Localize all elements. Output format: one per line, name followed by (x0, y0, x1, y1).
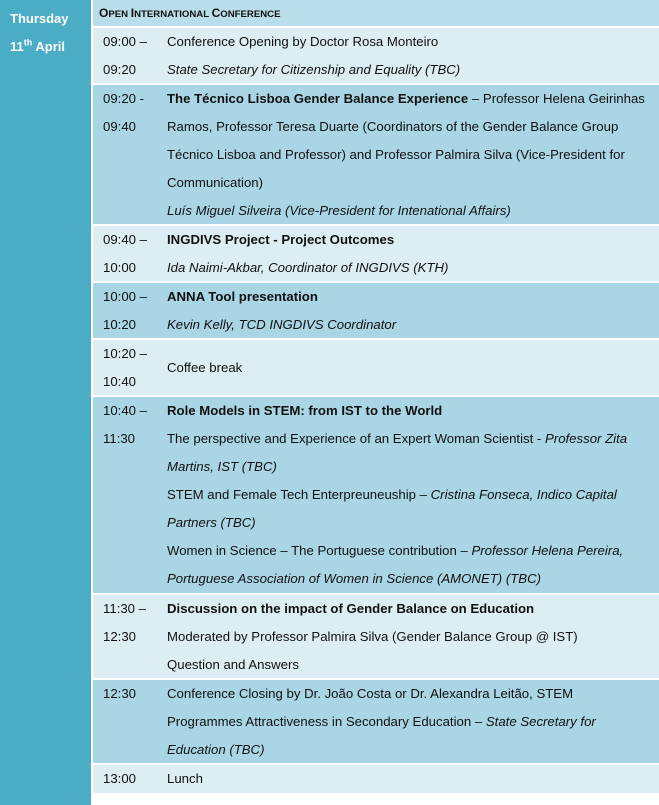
session-row (93, 340, 659, 397)
session-desc: The Técnico Lisboa Gender Balance Experience – Professor Helena Geirinhas Ramos, Professor Teresa Duarte (Coordinators of the Gender Balance Group Técnico Lisboa and Professor) and Professor Palmira Silva (Vice-President for Communication) Luís Miguel Silveira (Vice-President for Intenational Affairs) (167, 91, 645, 218)
conference-header: OPEN INTERNATIONAL CONFERENCE (93, 0, 659, 28)
session-time: 10:40 – 11:30 (103, 403, 147, 446)
session-row (93, 226, 659, 283)
day-column (0, 0, 91, 805)
session-desc: Conference Closing by Dr. João Costa or Dr. Alexandra Leitão, STEM Programmes Attractiveness in Secondary Education – State Secretary for Education (TBC) (167, 686, 596, 757)
session-time: 09:40 – 10:00 (103, 232, 147, 275)
session-row (93, 85, 659, 226)
session-desc: INGDIVS Project - Project Outcomes Ida Naimi-Akbar, Coordinator of INGDIVS (KTH) (167, 232, 449, 275)
day-date: 11th April (10, 37, 66, 54)
session-time: 13:00 (103, 771, 137, 786)
session-time: 09:20 - 09:40 (103, 91, 145, 134)
session-desc: Conference Opening by Doctor Rosa Monteiro State Secretary for Citizenship and Equality (TBC) (167, 34, 461, 77)
session-item: The perspective and Experience of an Expert Woman Scientist - Professor Zita Martins, IST (TBC) (167, 431, 628, 474)
session-row (93, 28, 659, 85)
session-time: 09:00 – 09:20 (103, 34, 147, 77)
session-time: 11:30 – 12:30 (103, 601, 147, 644)
session-desc: Role Models in STEM: from IST to the World The perspective and Experience of an Expert Woman Scientist - Professor Zita Martins, IST (TBC) STEM and Female Tech Enterpreuneuship – Cristina Fonseca, Indico Capital Partners (TBC) Women in Science – The Portuguese contribution – Professor Helena Pereira, Portuguese Association of Women in Science (AMONET) (TBC) (167, 397, 659, 593)
session-item: STEM and Female Tech Enterpreuneuship – Cristina Fonseca, Indico Capital Partners (TBC) (167, 487, 617, 530)
session-row (93, 680, 659, 765)
session-time: 10:00 – 10:20 (103, 289, 147, 332)
session-row (93, 397, 659, 595)
session-time: 10:20 – 10:40 (103, 346, 147, 389)
session-desc: Lunch (167, 771, 203, 786)
session-row (93, 765, 659, 793)
session-time: 12:30 (103, 686, 137, 701)
schedule-table (93, 0, 659, 793)
session-desc: ANNA Tool presentation Kevin Kelly, TCD INGDIVS Coordinator (167, 289, 397, 332)
day-weekday: Thursday (10, 11, 69, 26)
session-desc: Discussion on the impact of Gender Balance on Education Moderated by Professor Palmira Silva (Gender Balance Group @ IST) Question and Answers (167, 601, 578, 672)
session-item: Women in Science – The Portuguese contribution – Professor Helena Pereira, Portuguese Association of Women in Science (AMONET) (TBC) (167, 543, 624, 586)
session-desc: Coffee break (167, 359, 243, 375)
session-row (93, 283, 659, 340)
session-row (93, 595, 659, 680)
